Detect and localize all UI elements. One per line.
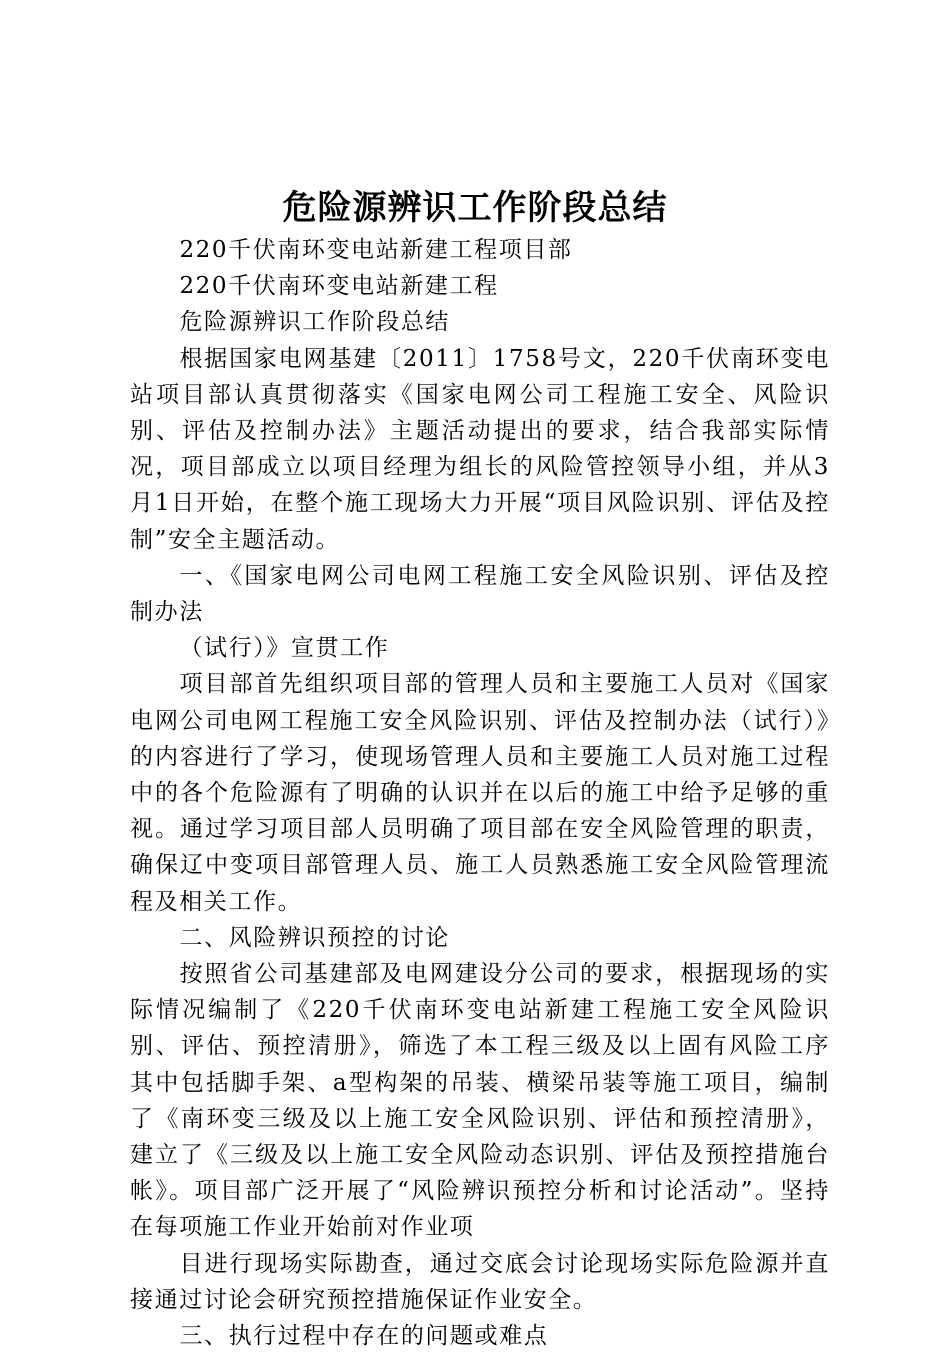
section-heading-1: 一、《国家电网公司电网工程施工安全风险识别、评估及控制办法: [130, 562, 830, 626]
section-heading-2: 二、风险辨识预控的讨论: [179, 924, 451, 951]
paragraph-project-name: 220千伏南环变电站新建工程: [179, 273, 499, 300]
document-body: [130, 232, 830, 1354]
paragraph-project-dept: 220千伏南环变电站新建工程项目部: [179, 237, 573, 263]
section-heading-1-cont: （试行）》宣贯工作: [179, 635, 390, 662]
section-heading-3: 三、执行过程中存在的问题或难点: [179, 1323, 549, 1350]
paragraph-section-2-cont: 目进行现场实际勘查，通过交底会讨论现场实际危险源并直接通过讨论会研究预控措施保证作业安全。: [130, 1250, 830, 1313]
paragraph-section-1: 项目部首先组织项目部的管理人员和主要施工人员对《国家电网公司电网工程施工安全风险识别、评估及控制办法（试行）》的内容进行了学习，使现场管理人员和主要施工人员对施工过程中的各个危险源有了明确的认识并在以后的施工中给予足够的重视。通过学习项目部人员明确了项目部在安全风险管理的职责，确保辽中变项目部管理人员、施工人员熟悉施工安全风险管理流程及相关工作。: [130, 671, 830, 915]
paragraph-section-2: 按照省公司基建部及电网建设分公司的要求，根据现场的实际情况编制了《220千伏南环变电站新建工程施工安全风险识别、评估、预控清册》，筛选了本工程三级及以上固有风险工序其中包括脚手架、a型构架的吊装、横梁吊装等施工项目，编制了《南环变三级及以上施工安全风险识别、评估和预控清册》，建立了《三级及以上施工安全风险动态识别、评估及预控措施台帐》。项目部广泛开展了“风险辨识预控分析和讨论活动”。坚持在每项施工作业开始前对作业项: [130, 961, 830, 1241]
paragraph-subtitle: 危险源辨识工作阶段总结: [179, 309, 451, 336]
document-title: 危险源辨识工作阶段总结: [282, 188, 668, 228]
paragraph-intro: 根据国家电网基建〔2011〕1758号文，220千伏南环变电站项目部认真贯彻落实《国家电网公司工程施工安全、风险识别、评估及控制办法》主题活动提出的要求，结合我部实际情况，项目部成立以项目经理为组长的风险管控领导小组，并从3月1日开始，在整个施工现场大力开展“项目风险识别、评估及控制”安全主题活动。: [130, 345, 830, 553]
